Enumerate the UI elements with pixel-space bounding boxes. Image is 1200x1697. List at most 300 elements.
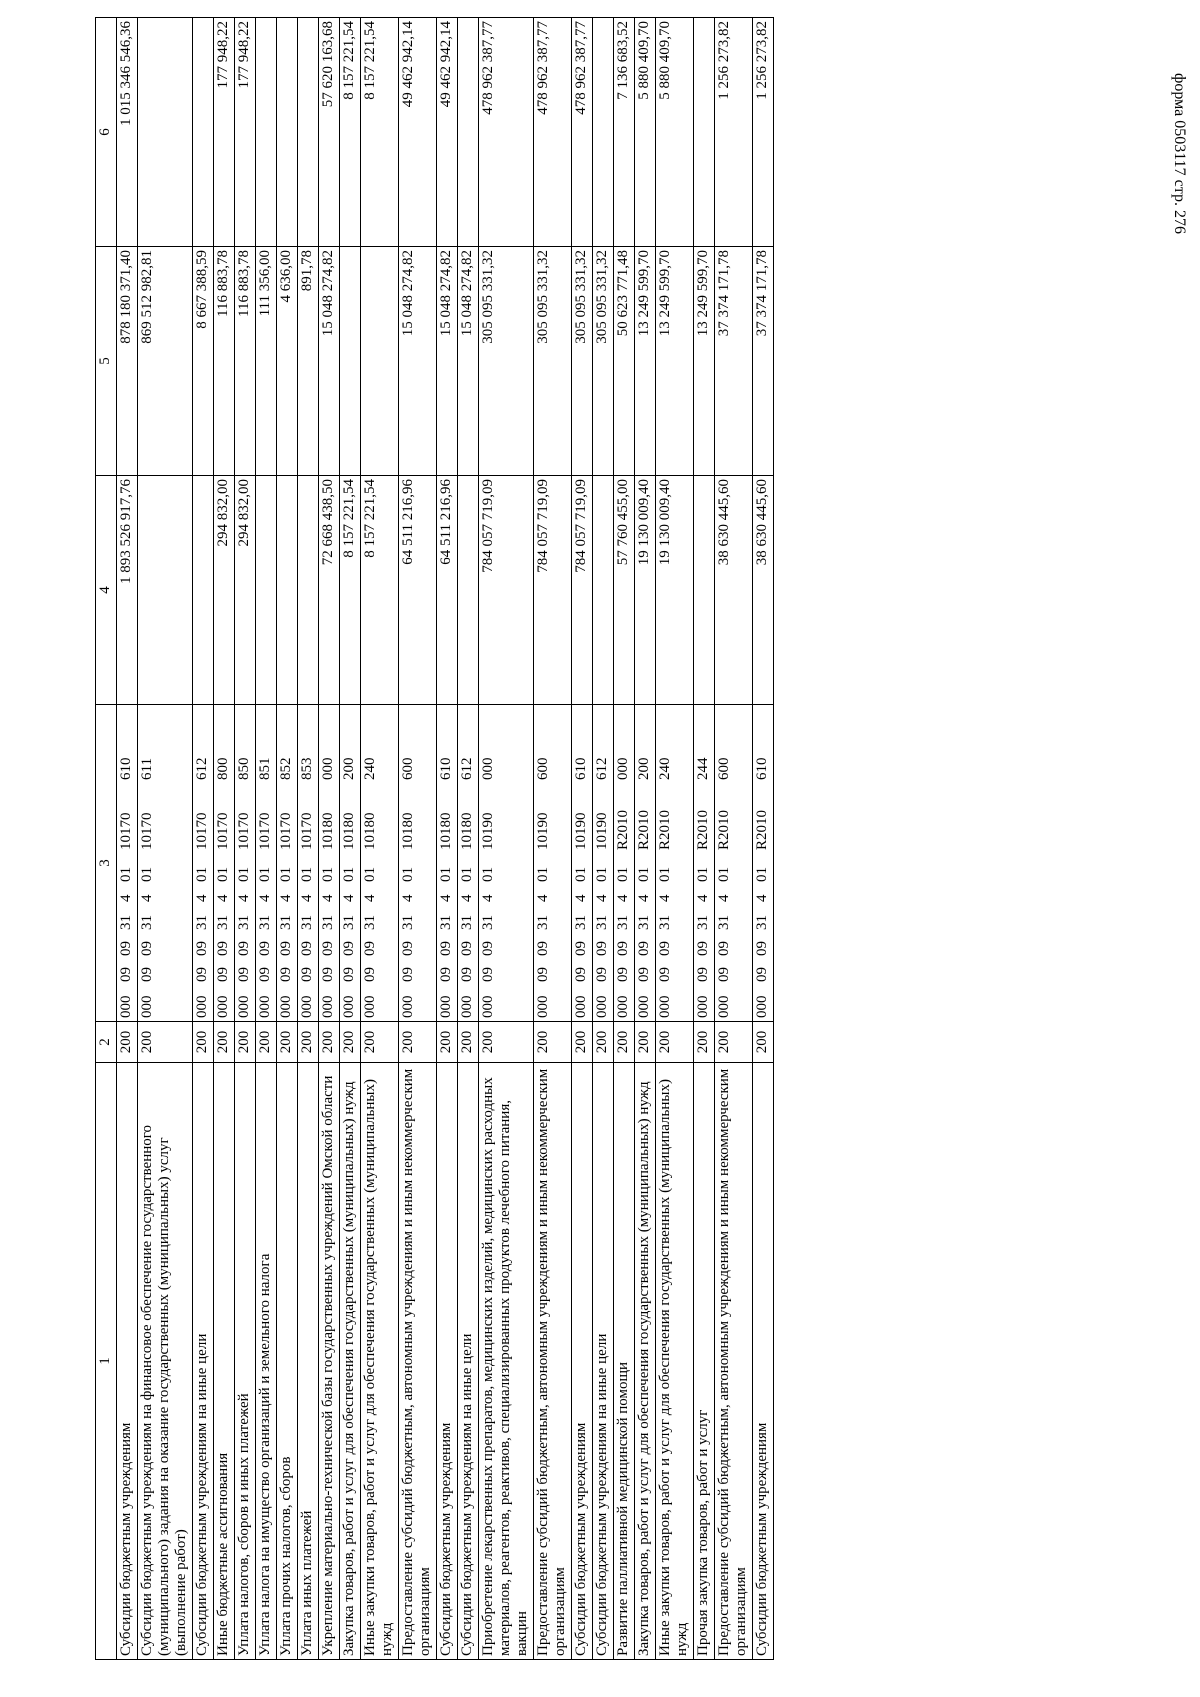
- classification-code-cell: [319, 705, 340, 1022]
- code-part: 31: [215, 915, 231, 930]
- code-part: 31: [459, 915, 475, 930]
- row-code-cell: 200: [593, 1022, 614, 1063]
- classification-code-cell: [298, 705, 319, 1022]
- table-row: [277, 18, 298, 1660]
- code-part: R2010: [754, 809, 770, 850]
- classification-code-cell: [593, 705, 614, 1022]
- code-part: 09: [257, 941, 273, 956]
- code-part: 4: [438, 894, 454, 902]
- code-part: 10180: [320, 812, 336, 850]
- expense-name-cell: Субсидии бюджетным учреждениям: [572, 1063, 593, 1660]
- code-part: 000: [459, 995, 475, 1018]
- code-part: 852: [278, 757, 294, 780]
- row-code-cell: 200: [753, 1022, 774, 1063]
- approved-amount-cell: 784 057 719,09: [572, 476, 593, 705]
- approved-amount-cell: [138, 476, 193, 705]
- table-row: [753, 18, 774, 1660]
- code-part: 610: [754, 757, 770, 780]
- column-header-3: 3: [96, 705, 117, 1022]
- classification-code-cell: [572, 705, 593, 1022]
- unexecuted-amount-cell: 478 962 387,77: [572, 18, 593, 247]
- table-row: [298, 18, 319, 1660]
- unexecuted-amount-cell: 49 462 942,14: [437, 18, 458, 247]
- classification-code-cell: [694, 705, 715, 1022]
- code-part: 09: [194, 941, 210, 956]
- code-part: 09: [657, 941, 673, 956]
- code-part: 31: [657, 915, 673, 930]
- unexecuted-amount-cell: 478 962 387,77: [479, 18, 534, 247]
- table-row: [138, 18, 193, 1660]
- row-code-cell: 200: [614, 1022, 635, 1063]
- code-part: 01: [320, 867, 336, 882]
- approved-amount-cell: [458, 476, 479, 705]
- table-row: [117, 18, 138, 1660]
- code-part: 000: [118, 995, 134, 1018]
- code-part: 09: [400, 941, 416, 956]
- code-part: R2010: [615, 809, 631, 850]
- code-part: 09: [615, 941, 631, 956]
- row-code-cell: 200: [572, 1022, 593, 1063]
- code-part: 000: [716, 995, 732, 1018]
- expense-name-cell: Уплата иных платежей: [298, 1063, 319, 1660]
- expense-name-cell: Предоставление субсидий бюджетным, автономным учреждениям и иным некоммерческим организациям: [534, 1063, 572, 1660]
- code-part: 4: [236, 894, 252, 902]
- code-part: 01: [118, 867, 134, 882]
- code-part: 31: [400, 915, 416, 930]
- executed-amount-cell: [361, 247, 399, 476]
- expense-name-cell: Иные закупки товаров, работ и услуг для обеспечения государственных (муниципальных) нужд: [656, 1063, 694, 1660]
- executed-amount-cell: 15 048 274,82: [437, 247, 458, 476]
- code-part: 4: [299, 894, 315, 902]
- executed-amount-cell: 37 374 171,78: [753, 247, 774, 476]
- unexecuted-amount-cell: 49 462 942,14: [399, 18, 437, 247]
- code-part: 01: [194, 867, 210, 882]
- expense-name-cell: Предоставление субсидий бюджетным, автономным учреждениям и иным некоммерческим организациям: [715, 1063, 753, 1660]
- code-part: 09: [362, 967, 378, 982]
- classification-code-cell: [277, 705, 298, 1022]
- code-part: 31: [480, 915, 496, 930]
- row-code-cell: 200: [214, 1022, 235, 1063]
- table-row: [656, 18, 694, 1660]
- table-row: [593, 18, 614, 1660]
- unexecuted-amount-cell: [256, 18, 277, 247]
- code-part: 000: [480, 757, 496, 780]
- code-part: 4: [716, 894, 732, 902]
- code-part: 4: [194, 894, 210, 902]
- approved-amount-cell: [277, 476, 298, 705]
- code-part: 610: [438, 757, 454, 780]
- code-part: 000: [215, 995, 231, 1018]
- table-row: [399, 18, 437, 1660]
- code-part: 01: [341, 867, 357, 882]
- code-part: 01: [594, 867, 610, 882]
- code-part: 10170: [278, 812, 294, 850]
- code-part: 000: [194, 995, 210, 1018]
- code-part: 09: [695, 941, 711, 956]
- code-part: 10180: [438, 812, 454, 850]
- code-part: 01: [362, 867, 378, 882]
- classification-code-cell: [656, 705, 694, 1022]
- code-part: 01: [236, 867, 252, 882]
- expense-name-cell: Укрепление материально-технической базы государственных учреждений Омской области: [319, 1063, 340, 1660]
- approved-amount-cell: 1 893 526 917,76: [117, 476, 138, 705]
- code-part: 000: [636, 995, 652, 1018]
- table-row: [340, 18, 361, 1660]
- unexecuted-amount-cell: [298, 18, 319, 247]
- code-part: 10170: [236, 812, 252, 850]
- expense-name-cell: Иные бюджетные ассигнования: [214, 1063, 235, 1660]
- code-part: 01: [480, 867, 496, 882]
- classification-code-cell: [256, 705, 277, 1022]
- code-part: 09: [236, 941, 252, 956]
- expense-name-cell: Закупка товаров, работ и услуг для обеспечения государственных (муниципальных) нужд: [635, 1063, 656, 1660]
- table-row: [319, 18, 340, 1660]
- code-part: 000: [535, 995, 551, 1018]
- code-part: 240: [362, 757, 378, 780]
- code-part: 4: [573, 894, 589, 902]
- code-part: 4: [695, 894, 711, 902]
- executed-amount-cell: 869 512 982,81: [138, 247, 193, 476]
- code-part: 31: [139, 915, 155, 930]
- row-code-cell: 200: [715, 1022, 753, 1063]
- code-part: 4: [657, 894, 673, 902]
- code-part: 31: [438, 915, 454, 930]
- approved-amount-cell: 72 668 438,50: [319, 476, 340, 705]
- classification-code-cell: [437, 705, 458, 1022]
- code-part: 851: [257, 757, 273, 780]
- code-part: 09: [299, 967, 315, 982]
- code-part: 10190: [573, 812, 589, 850]
- code-part: 600: [400, 757, 416, 780]
- executed-amount-cell: 891,78: [298, 247, 319, 476]
- code-part: 000: [257, 995, 273, 1018]
- column-header-2: 2: [96, 1022, 117, 1063]
- code-part: 4: [615, 894, 631, 902]
- row-code-cell: 200: [340, 1022, 361, 1063]
- code-part: 01: [257, 867, 273, 882]
- code-part: 09: [754, 941, 770, 956]
- code-part: 09: [278, 967, 294, 982]
- code-part: 000: [299, 995, 315, 1018]
- table-row: [256, 18, 277, 1660]
- code-part: 10170: [257, 812, 273, 850]
- expense-name-cell: Субсидии бюджетным учреждениям на финансовое обеспечение государственного (муниципального) задания на оказание государственных (муниципальных) услуг (выполнение работ): [138, 1063, 193, 1660]
- code-part: 200: [341, 757, 357, 780]
- code-part: 31: [535, 915, 551, 930]
- code-part: 612: [194, 757, 210, 780]
- code-part: 600: [716, 757, 732, 780]
- code-part: 4: [278, 894, 294, 902]
- executed-amount-cell: 305 095 331,32: [534, 247, 572, 476]
- code-part: R2010: [657, 809, 673, 850]
- table-row: [572, 18, 593, 1660]
- executed-amount-cell: 116 883,78: [235, 247, 256, 476]
- approved-amount-cell: [593, 476, 614, 705]
- code-part: R2010: [636, 809, 652, 850]
- code-part: 09: [695, 967, 711, 982]
- code-part: 10180: [400, 812, 416, 850]
- code-part: 09: [636, 941, 652, 956]
- executed-amount-cell: 111 356,00: [256, 247, 277, 476]
- classification-code-cell: [117, 705, 138, 1022]
- code-part: 10170: [215, 812, 231, 850]
- unexecuted-amount-cell: [138, 18, 193, 247]
- classification-code-cell: [715, 705, 753, 1022]
- code-part: 09: [362, 941, 378, 956]
- code-part: 000: [573, 995, 589, 1018]
- code-part: 31: [754, 915, 770, 930]
- code-part: 000: [480, 995, 496, 1018]
- code-part: 000: [320, 757, 336, 780]
- code-part: 31: [362, 915, 378, 930]
- code-part: 09: [320, 967, 336, 982]
- code-part: 09: [657, 967, 673, 982]
- row-code-cell: 200: [399, 1022, 437, 1063]
- code-part: 31: [573, 915, 589, 930]
- approved-amount-cell: 8 157 221,54: [361, 476, 399, 705]
- row-code-cell: 200: [479, 1022, 534, 1063]
- budget-sheet: [95, 21, 1155, 1660]
- unexecuted-amount-cell: 177 948,22: [235, 18, 256, 247]
- code-part: 4: [594, 894, 610, 902]
- executed-amount-cell: 50 623 771,48: [614, 247, 635, 476]
- code-part: 01: [716, 867, 732, 882]
- code-part: 09: [118, 941, 134, 956]
- unexecuted-amount-cell: [277, 18, 298, 247]
- approved-amount-cell: 784 057 719,09: [479, 476, 534, 705]
- row-code-cell: 200: [256, 1022, 277, 1063]
- table-row: [479, 18, 534, 1660]
- executed-amount-cell: 305 095 331,32: [593, 247, 614, 476]
- code-part: 09: [594, 967, 610, 982]
- code-part: 09: [118, 967, 134, 982]
- unexecuted-amount-cell: 5 880 409,70: [656, 18, 694, 247]
- code-part: 01: [438, 867, 454, 882]
- approved-amount-cell: 38 630 445,60: [753, 476, 774, 705]
- executed-amount-cell: 305 095 331,32: [479, 247, 534, 476]
- classification-code-cell: [614, 705, 635, 1022]
- code-part: 000: [754, 995, 770, 1018]
- unexecuted-amount-cell: 1 256 273,82: [753, 18, 774, 247]
- unexecuted-amount-cell: [694, 18, 715, 247]
- code-part: 09: [400, 967, 416, 982]
- approved-amount-cell: [193, 476, 214, 705]
- code-part: 31: [299, 915, 315, 930]
- code-part: 09: [215, 967, 231, 982]
- code-part: 09: [341, 941, 357, 956]
- code-part: 853: [299, 757, 315, 780]
- code-part: 000: [278, 995, 294, 1018]
- code-part: 000: [438, 995, 454, 1018]
- expense-name-cell: Предоставление субсидий бюджетным, автономным учреждениям и иным некоммерческим организациям: [399, 1063, 437, 1660]
- executed-amount-cell: [340, 247, 361, 476]
- executed-amount-cell: 15 048 274,82: [458, 247, 479, 476]
- code-part: 000: [657, 995, 673, 1018]
- table-row: [715, 18, 753, 1660]
- approved-amount-cell: [694, 476, 715, 705]
- code-part: 10170: [194, 812, 210, 850]
- table-row: [235, 18, 256, 1660]
- unexecuted-amount-cell: 1 256 273,82: [715, 18, 753, 247]
- code-part: 10180: [341, 812, 357, 850]
- code-part: 610: [573, 757, 589, 780]
- code-part: 01: [299, 867, 315, 882]
- code-part: 09: [615, 967, 631, 982]
- code-part: 10190: [535, 812, 551, 850]
- executed-amount-cell: 13 249 599,70: [694, 247, 715, 476]
- code-part: 4: [400, 894, 416, 902]
- code-part: 09: [573, 941, 589, 956]
- code-part: 01: [459, 867, 475, 882]
- code-part: 09: [438, 941, 454, 956]
- classification-code-cell: [479, 705, 534, 1022]
- approved-amount-cell: 294 832,00: [214, 476, 235, 705]
- expense-name-cell: Субсидии бюджетным учреждениям: [753, 1063, 774, 1660]
- header-row: [96, 18, 117, 1660]
- code-part: R2010: [716, 809, 732, 850]
- code-part: 000: [341, 995, 357, 1018]
- code-part: 4: [754, 894, 770, 902]
- code-part: 611: [139, 758, 155, 780]
- code-part: 4: [459, 894, 475, 902]
- unexecuted-amount-cell: 7 136 683,52: [614, 18, 635, 247]
- code-part: 000: [139, 995, 155, 1018]
- executed-amount-cell: 15 048 274,82: [399, 247, 437, 476]
- expense-name-cell: Уплата прочих налогов, сборов: [277, 1063, 298, 1660]
- code-part: 10170: [299, 812, 315, 850]
- row-code-cell: 200: [534, 1022, 572, 1063]
- code-part: 000: [362, 995, 378, 1018]
- code-part: 4: [139, 894, 155, 902]
- code-part: 31: [236, 915, 252, 930]
- code-part: 09: [716, 967, 732, 982]
- code-part: 01: [278, 867, 294, 882]
- code-part: 01: [636, 867, 652, 882]
- unexecuted-amount-cell: [593, 18, 614, 247]
- expense-name-cell: Субсидии бюджетным учреждениям: [437, 1063, 458, 1660]
- code-part: 10170: [118, 812, 134, 850]
- code-part: 612: [459, 757, 475, 780]
- unexecuted-amount-cell: [458, 18, 479, 247]
- approved-amount-cell: 57 760 455,00: [614, 476, 635, 705]
- table-row: [635, 18, 656, 1660]
- classification-code-cell: [458, 705, 479, 1022]
- executed-amount-cell: 13 249 599,70: [635, 247, 656, 476]
- code-part: 4: [341, 894, 357, 902]
- unexecuted-amount-cell: 177 948,22: [214, 18, 235, 247]
- unexecuted-amount-cell: 8 157 221,54: [361, 18, 399, 247]
- code-part: 000: [695, 995, 711, 1018]
- code-part: 000: [400, 995, 416, 1018]
- table-row: [214, 18, 235, 1660]
- code-part: 31: [257, 915, 273, 930]
- code-part: 000: [615, 757, 631, 780]
- code-part: 200: [636, 757, 652, 780]
- executed-amount-cell: 13 249 599,70: [656, 247, 694, 476]
- code-part: 09: [278, 941, 294, 956]
- code-part: 10190: [594, 812, 610, 850]
- code-part: 09: [236, 967, 252, 982]
- code-part: 01: [400, 867, 416, 882]
- approved-amount-cell: 784 057 719,09: [534, 476, 572, 705]
- expense-name-cell: Приобретение лекарственных препаратов, медицинских изделий, медицинских расходных материалов, реагентов, реактивов, специализированных продуктов лечебного питания, вакцин: [479, 1063, 534, 1660]
- approved-amount-cell: 19 130 009,40: [635, 476, 656, 705]
- unexecuted-amount-cell: 5 880 409,70: [635, 18, 656, 247]
- column-header-5: 5: [96, 247, 117, 476]
- code-part: 31: [716, 915, 732, 930]
- code-part: 09: [215, 941, 231, 956]
- code-part: 09: [438, 967, 454, 982]
- code-part: 09: [194, 967, 210, 982]
- code-part: 31: [278, 915, 294, 930]
- table-row: [614, 18, 635, 1660]
- classification-code-cell: [138, 705, 193, 1022]
- approved-amount-cell: 294 832,00: [235, 476, 256, 705]
- code-part: 4: [118, 894, 134, 902]
- code-part: 10180: [459, 812, 475, 850]
- expense-name-cell: Субсидии бюджетным учреждениям: [117, 1063, 138, 1660]
- code-part: 31: [695, 915, 711, 930]
- classification-code-cell: [534, 705, 572, 1022]
- code-part: 09: [257, 967, 273, 982]
- code-part: 09: [299, 941, 315, 956]
- row-code-cell: 200: [361, 1022, 399, 1063]
- classification-code-cell: [235, 705, 256, 1022]
- code-part: 000: [320, 995, 336, 1018]
- expense-name-cell: Закупка товаров, работ и услуг для обеспечения государственных (муниципальных) нужд: [340, 1063, 361, 1660]
- row-code-cell: 200: [235, 1022, 256, 1063]
- executed-amount-cell: 8 667 388,59: [193, 247, 214, 476]
- table-row: [193, 18, 214, 1660]
- table-body: [117, 18, 774, 1660]
- code-part: 09: [341, 967, 357, 982]
- code-part: 000: [236, 995, 252, 1018]
- code-part: 01: [139, 867, 155, 882]
- unexecuted-amount-cell: 1 015 346 546,36: [117, 18, 138, 247]
- code-part: 09: [716, 941, 732, 956]
- code-part: 01: [615, 867, 631, 882]
- row-code-cell: 200: [635, 1022, 656, 1063]
- classification-code-cell: [214, 705, 235, 1022]
- code-part: 000: [615, 995, 631, 1018]
- approved-amount-cell: 64 511 216,96: [437, 476, 458, 705]
- row-code-cell: 200: [277, 1022, 298, 1063]
- classification-code-cell: [399, 705, 437, 1022]
- code-part: 31: [594, 915, 610, 930]
- code-part: 10170: [139, 812, 155, 850]
- code-part: 01: [657, 867, 673, 882]
- code-part: 850: [236, 757, 252, 780]
- row-code-cell: 200: [694, 1022, 715, 1063]
- code-part: 4: [320, 894, 336, 902]
- approved-amount-cell: 64 511 216,96: [399, 476, 437, 705]
- code-part: 4: [257, 894, 273, 902]
- table-row: [694, 18, 715, 1660]
- code-part: 09: [573, 967, 589, 982]
- unexecuted-amount-cell: 57 620 163,68: [319, 18, 340, 247]
- expense-name-cell: Уплата налога на имущество организаций и земельного налога: [256, 1063, 277, 1660]
- row-code-cell: 200: [117, 1022, 138, 1063]
- code-part: 4: [480, 894, 496, 902]
- code-part: 4: [636, 894, 652, 902]
- code-part: 01: [573, 867, 589, 882]
- code-part: 10190: [480, 812, 496, 850]
- expense-name-cell: Субсидии бюджетным учреждениям на иные цели: [193, 1063, 214, 1660]
- classification-code-cell: [340, 705, 361, 1022]
- unexecuted-amount-cell: [193, 18, 214, 247]
- classification-code-cell: [635, 705, 656, 1022]
- code-part: 31: [636, 915, 652, 930]
